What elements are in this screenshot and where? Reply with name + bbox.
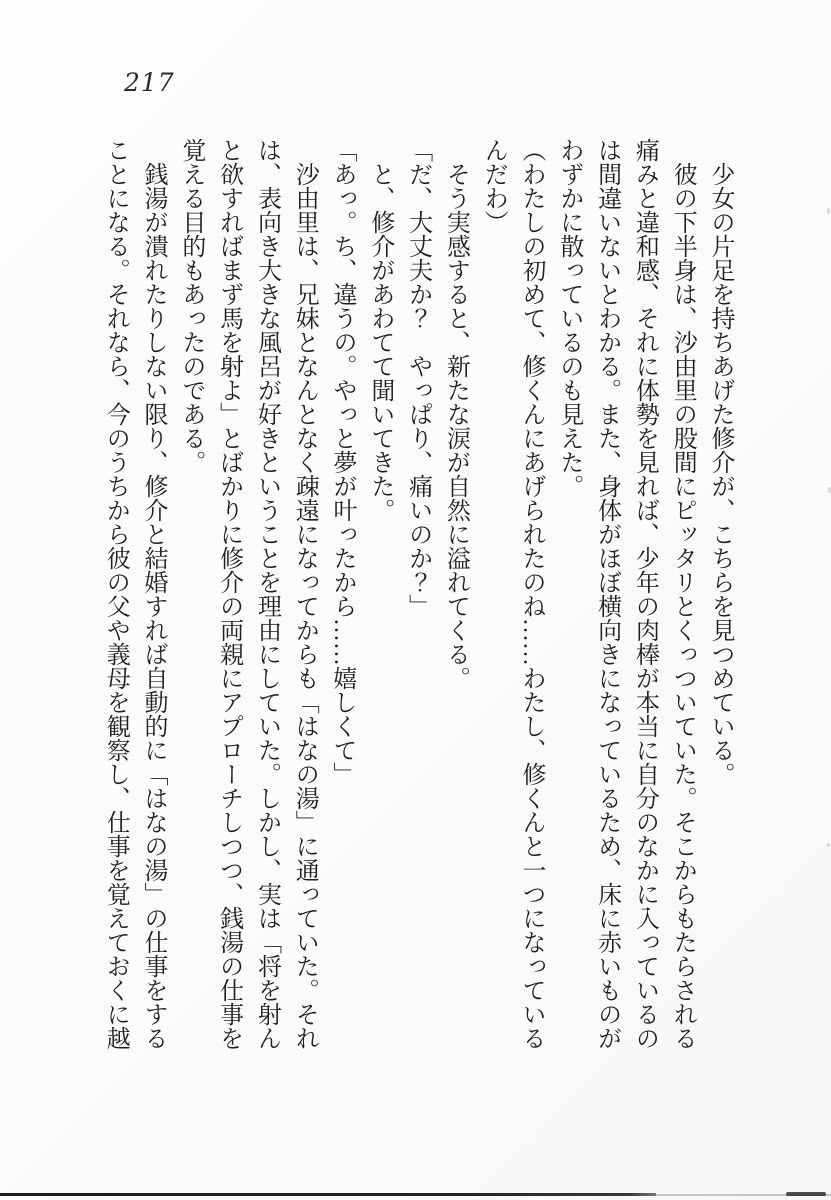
text-column: 銭湯が潰れたりしない限り、修介と結婚すれば自動的に「はなの湯」の仕事をする — [140, 138, 167, 1050]
text-column: は間違いないとわかる。また、身体がほぼ横向きになっているため、床に赤いものが — [593, 138, 620, 1050]
scan-speck — [827, 208, 830, 214]
text-column: 少女の片足を持ちあげた修介が、こちらを見つめている。 — [707, 138, 733, 786]
scan-speck — [827, 843, 830, 847]
page-number: 217 — [124, 68, 175, 97]
text-column: そう実感すると、新たな涙が自然に溢れてくる。 — [442, 138, 469, 690]
text-column: 「あっ。ち、違うの。やっと夢が叶ったから……嬉しくて」 — [329, 138, 356, 786]
text-column: は、表向き大きな風呂が好きということを理由にしていた。しかし、実は「将を射ん — [253, 138, 280, 1050]
text-column: と、修介があわてて聞いてきた。 — [366, 138, 393, 522]
text-column: わずかに散っているのも見えた。 — [555, 138, 582, 498]
text-column: 「だ、大丈夫か？ やっぱり、痛いのか？」 — [404, 138, 431, 618]
text-column: んだわ） — [480, 138, 507, 234]
text-column: 覚える目的もあったのである。 — [177, 138, 204, 474]
text-column: 沙由里は、兄妹となんとなく疎遠になってからも「はなの湯」に通っていた。それ — [291, 138, 318, 1050]
page-bottom-edge-line — [0, 1193, 656, 1196]
text-column: と欲すればまず馬を射よ」とばかりに修介の両親にアプローチしつつ、銭湯の仕事を — [215, 138, 242, 1050]
text-column: ことになる。それなら、今のうちから彼の父や義母を観察し、仕事を覚えておくに越 — [102, 138, 129, 1050]
vertical-text-block — [95, 138, 738, 1058]
page-bottom-edge-mark — [786, 1192, 826, 1196]
text-column: 痛みと違和感、それに体勢を見れば、少年の肉棒が本当に自分のなかに入っているの — [631, 138, 658, 1050]
text-column: （わたしの初めて、修くんにあげられたのね……わたし、修くんと一つになっている — [518, 138, 545, 1050]
text-column: 彼の下半身は、沙由里の股間にピッタリとくっついていた。そこからもたらされる — [669, 138, 696, 1050]
